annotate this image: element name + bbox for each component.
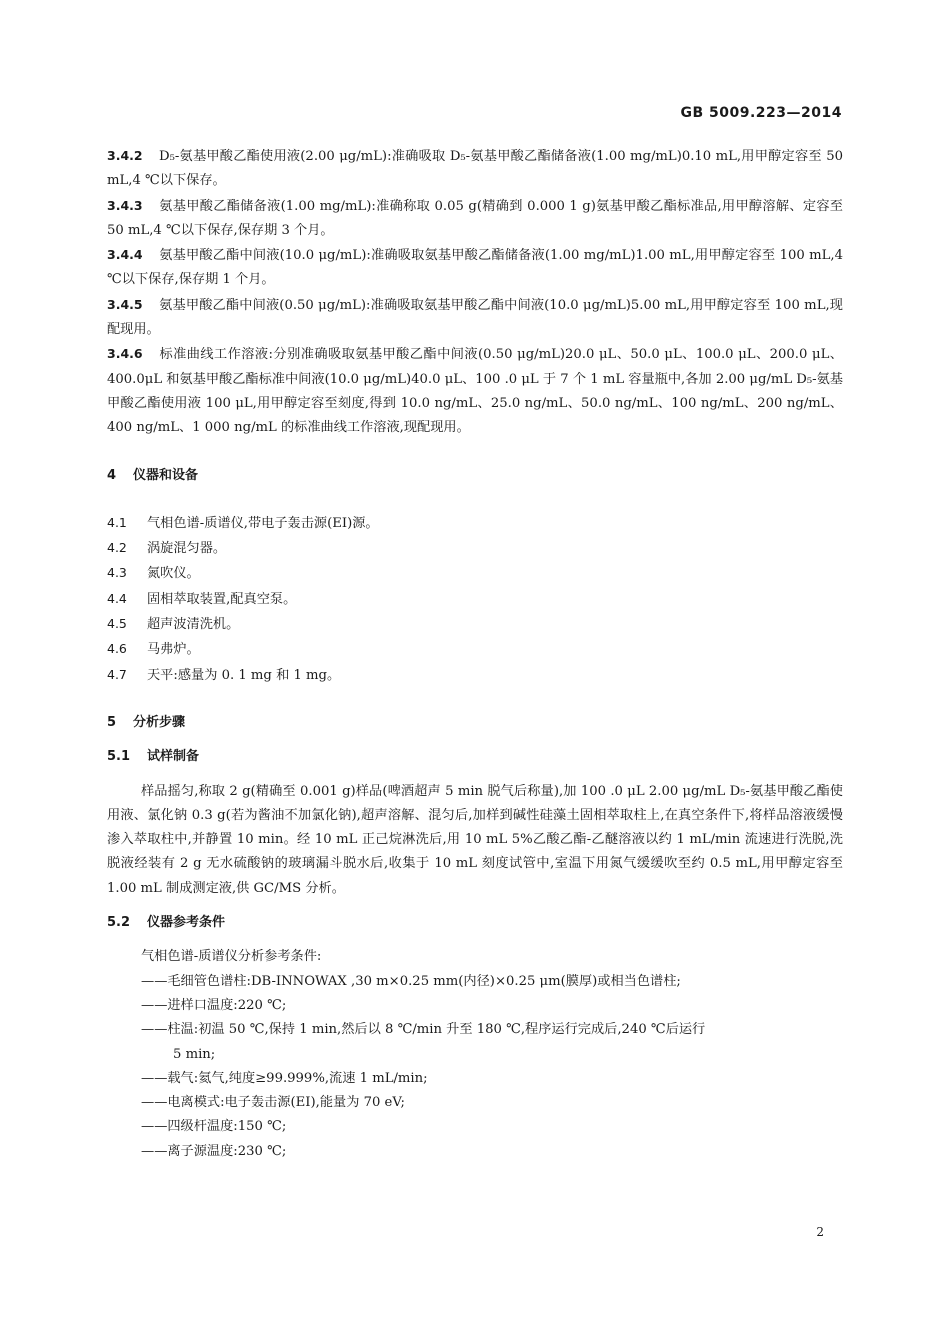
- clause-text: D₅-氨基甲酸乙酯使用液(2.00 μg/mL):准确吸取 D₅-氨基甲酸乙酯储备液(1.00 mg/mL)0.10 mL,用甲醇定容至 50 mL,4 ℃以下保存。: [107, 149, 843, 189]
- spacer: [107, 441, 843, 464]
- item-number: 4.2: [107, 540, 127, 556]
- subsection-title: 仪器参考条件: [147, 915, 226, 931]
- clause-number: 3.4.2: [107, 148, 143, 163]
- condition-item: ——电离模式:电子轰击源(EI),能量为 70 eV;: [141, 1095, 405, 1111]
- clause-number: 3.4.5: [107, 296, 143, 312]
- equipment-item: [107, 637, 843, 662]
- item-number: 4.7: [107, 666, 127, 682]
- item-number: 4.5: [107, 616, 127, 632]
- condition-item: ——四级杆温度:150 ℃;: [141, 1119, 287, 1135]
- item-text: 超声波清洗机。: [147, 617, 240, 633]
- clause-3-4-6: [107, 342, 843, 440]
- condition-item: ——毛细管色谱柱:DB-INNOWAX ,30 m×0.25 mm(内径)×0.25 μm(膜厚)或相当色谱柱;: [141, 973, 681, 989]
- subsection-number: 5.1: [107, 749, 131, 765]
- item-text: 固相萃取装置,配真空泵。: [147, 591, 297, 607]
- page-number: 2: [816, 1225, 824, 1239]
- condition-item: ——进样口温度:220 ℃;: [141, 997, 287, 1013]
- document-id: GB 5009.223—2014: [680, 105, 842, 121]
- clause-3-4-3: [107, 194, 843, 244]
- clause-number: 3.4.3: [107, 197, 143, 213]
- item-number: 4.4: [107, 590, 127, 606]
- item-text: 气相色谱-质谱仪,带电子轰击源(EI)源。: [147, 515, 379, 531]
- spacer: [107, 735, 843, 745]
- clause-number: 3.4.4: [107, 247, 143, 263]
- condition-item: ——载气:氦气,纯度≥99.999%,流速 1 mL/min;: [141, 1070, 428, 1086]
- condition-item-continuation: 5 min;: [173, 1046, 216, 1062]
- spacer: [107, 901, 843, 911]
- sample-prep-paragraph: 样品摇匀,称取 2 g(精确至 0.001 g)样品(啤酒超声 5 min 脱气后称量),加 100 .0 μL 2.00 μg/mL D₅-氨基甲酸乙酯使用液、氯化钠 0.3 g(若为酱油不加氯化钠),超声溶解、混匀后,加样到碱性硅藻土固相萃取柱上,在真空条件下,将样品溶液缓慢渗入萃取柱中,并静置 10 min。经 10 mL 正己烷淋洗后,用 10 mL 5%乙酸乙酯-乙醚溶液以约 1 mL/min 流速进行洗脱,洗脱液经装有 2 g 无水硫酸钠的玻璃漏斗脱水后,收集于 10 mL 刻度试管中,室温下用氮气缓缓吹至约 0.5 mL,用甲醇定容至 1.00 mL 制成测定液,供 GC/MS 分析。: [107, 783, 843, 896]
- page-body: [107, 144, 843, 1164]
- item-text: 涡旋混匀器。: [147, 541, 227, 557]
- section-heading-4: [107, 464, 843, 488]
- subsection-heading-5-1: [107, 745, 843, 769]
- conditions-intro: 气相色谱-质谱仪分析参考条件:: [141, 949, 322, 965]
- clause-text: 氨基甲酸乙酯中间液(0.50 μg/mL):准确吸取氨基甲酸乙酯中间液(10.0 μg/mL)5.00 mL,用甲醇定容至 100 mL,现配现用。: [107, 297, 843, 338]
- subsection-heading-5-2: [107, 911, 843, 935]
- equipment-item: [107, 612, 843, 637]
- clause-3-4-4: [107, 243, 843, 293]
- spacer: [107, 688, 843, 711]
- equipment-item: [107, 561, 843, 586]
- section-title: 仪器和设备: [133, 467, 199, 483]
- clause-3-4-5: [107, 293, 843, 343]
- subsection-number: 5.2: [107, 915, 131, 931]
- section-number: 4: [107, 467, 117, 483]
- item-number: 4.6: [107, 641, 127, 657]
- item-number: 4.3: [107, 565, 127, 581]
- clause-text: 标准曲线工作溶液:分别准确吸取氨基甲酸乙酯中间液(0.50 μg/mL)20.0 μL、50.0 μL、100.0 μL、200.0 μL、400.0μL 和氨基甲酸乙酯标准中间液(10.0 μg/mL)40.0 μL、100 .0 μL 于 7 个 1 mL 容量瓶中,各加 2.00 μg/mL D₅-氨基甲酸乙酯使用液 100 μL,用甲醇定容至刻度,得到 10.0 ng/mL、25.0 ng/mL、50.0 ng/mL、100 ng/mL、200 ng/mL、400 ng/mL、1 000 ng/mL 的标准曲线工作溶液,现配现用。: [107, 347, 843, 436]
- item-text: 氮吹仪。: [147, 566, 200, 582]
- section-number: 5: [107, 714, 117, 730]
- spacer: [107, 770, 843, 780]
- clause-number: 3.4.6: [107, 346, 143, 362]
- equipment-item: [107, 511, 843, 536]
- clause-text: 氨基甲酸乙酯中间液(10.0 μg/mL):准确吸取氨基甲酸乙酯储备液(1.00 mg/mL)1.00 mL,用甲醇定容至 100 mL,4 ℃以下保存,保存期 1 个月。: [107, 248, 843, 288]
- spacer: [107, 935, 843, 945]
- spacer: [107, 488, 843, 511]
- clause-3-4-2: [107, 144, 843, 194]
- condition-item: ——离子源温度:230 ℃;: [141, 1143, 287, 1159]
- item-text: 天平:感量为 0. 1 mg 和 1 mg。: [147, 667, 341, 683]
- item-number: 4.1: [107, 514, 127, 530]
- section-title: 分析步骤: [133, 714, 186, 730]
- clause-text: 氨基甲酸乙酯储备液(1.00 mg/mL):准确称取 0.05 g(精确到 0.000 1 g)氨基甲酸乙酯标准品,用甲醇溶解、定容至 50 mL,4 ℃以下保存,保存期 3 个月。: [107, 198, 843, 238]
- equipment-item: [107, 587, 843, 612]
- section-heading-5: [107, 711, 843, 735]
- subsection-title: 试样制备: [147, 749, 200, 765]
- equipment-item: [107, 663, 843, 688]
- equipment-item: [107, 536, 843, 561]
- item-text: 马弗炉。: [147, 642, 200, 658]
- condition-item: ——柱温:初温 50 ℃,保持 1 min,然后以 8 ℃/min 升至 180 ℃,程序运行完成后,240 ℃后运行: [141, 1022, 706, 1038]
